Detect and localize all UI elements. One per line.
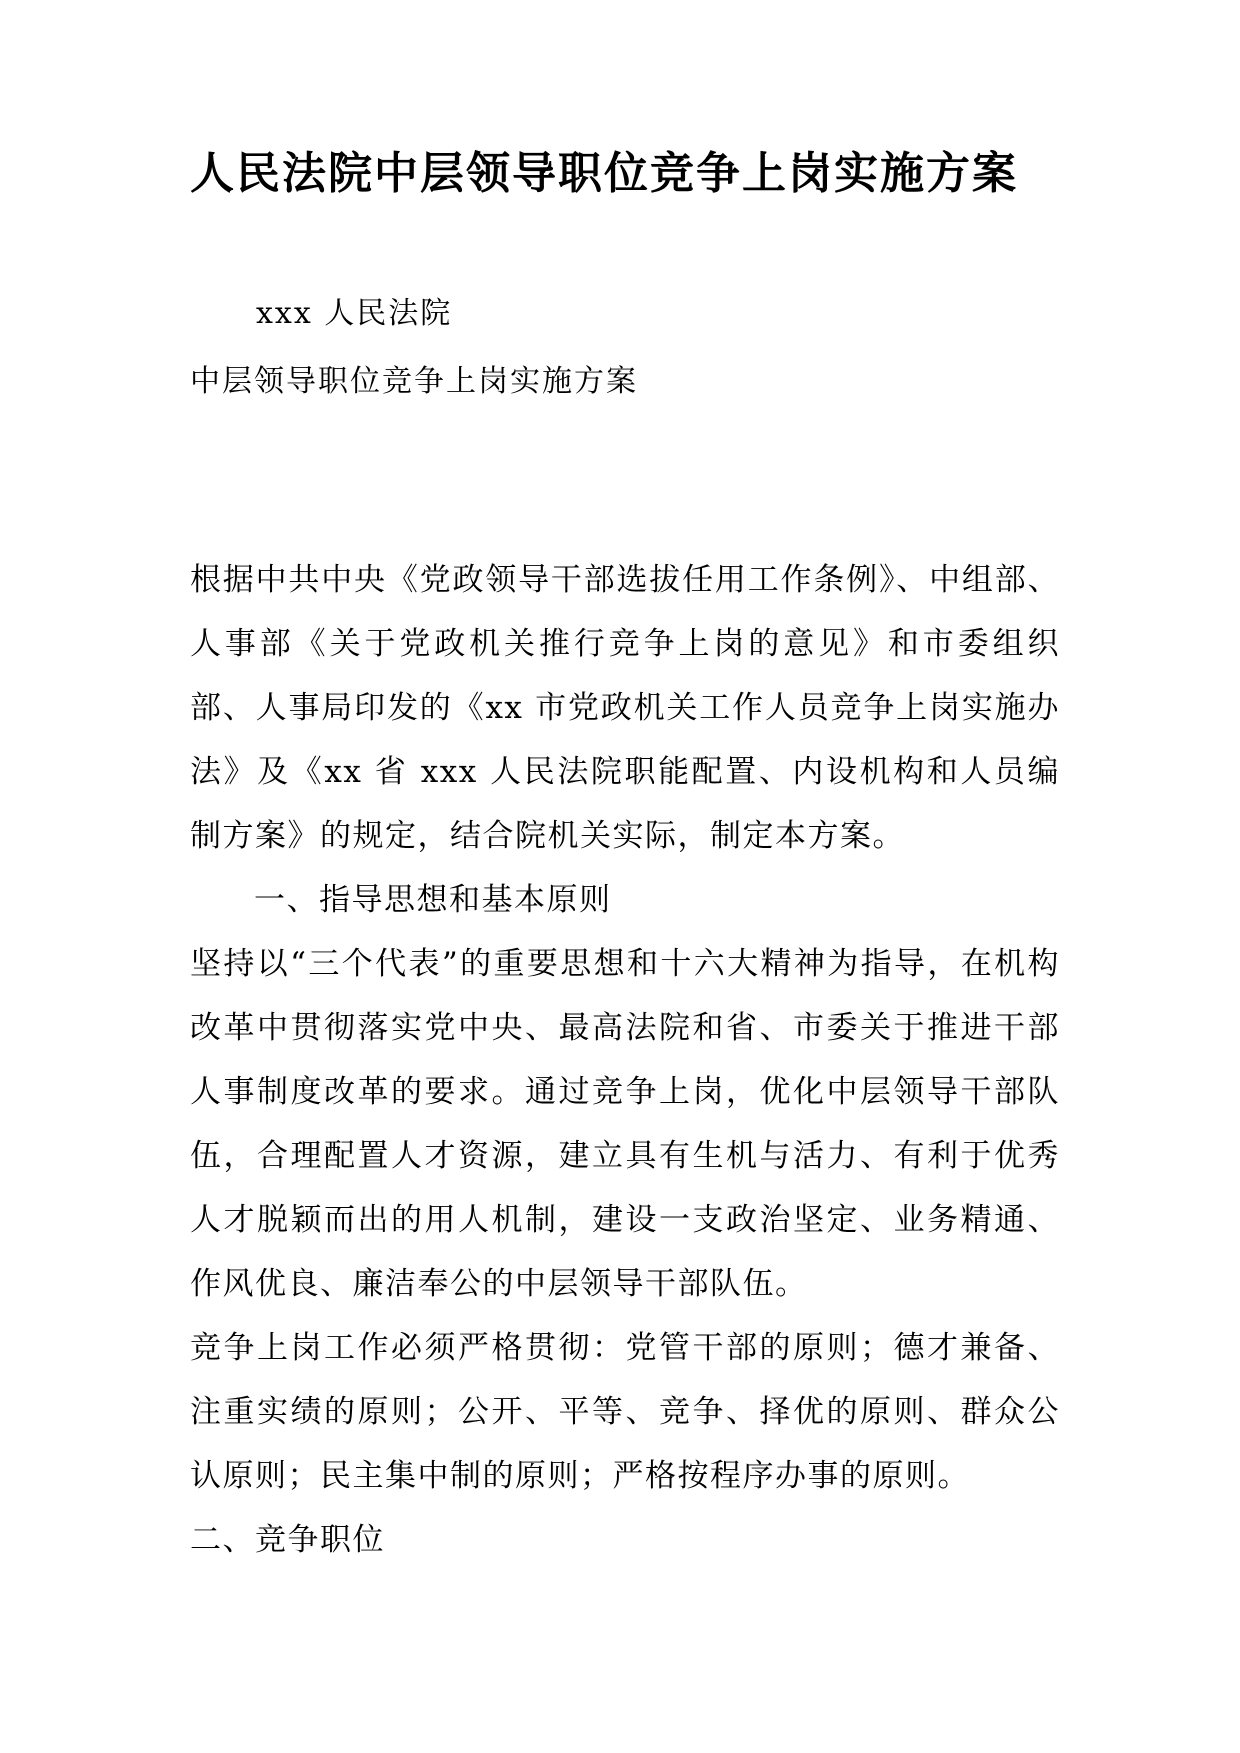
section-heading-2: 二、竞争职位 [190,1522,385,1558]
intro-paragraph: 根据中共中央《党政领导干部选拔任用工作条例》、中组部、人事部《关于党政机关推行竞争上岗的意见》和市委组织部、人事局印发的《xx 市党政机关工作人员竞争上岗实施办法》及《xx 省 xxx 人民法院职能配置、内设机构和人员编制方案》的规定，结合院机关实际，制定本方案。 [190,562,1060,854]
guiding-principles-paragraph: 坚持以“三个代表”的重要思想和十六大精神为指导，在机构改革中贯彻落实党中央、最高法院和省、市委关于推进干部人事制度改革的要求。通过竞争上岗，优化中层领导干部队伍，合理配置人才资源，建立具有生机与活力、有利于优秀人才脱颖而出的用人机制，建设一支政治坚定、业务精通、作风优良、廉洁奉公的中层领导干部队伍。 [190,946,1060,1302]
document-body [190,548,1060,1572]
issuer-line: xxx 人民法院 [256,296,453,331]
page-title: 人民法院中层领导职位竞争上岗实施方案 [190,148,1018,199]
principles-list-paragraph: 竞争上岗工作必须严格贯彻：党管干部的原则；德才兼备、注重实绩的原则；公开、平等、竞争、择优的原则、群众公认原则；民主集中制的原则；严格按程序办事的原则。 [190,1330,1060,1494]
section-heading-1: 一、指导思想和基本原则 [254,882,612,918]
document-subtitle: 中层领导职位竞争上岗实施方案 [190,364,638,399]
